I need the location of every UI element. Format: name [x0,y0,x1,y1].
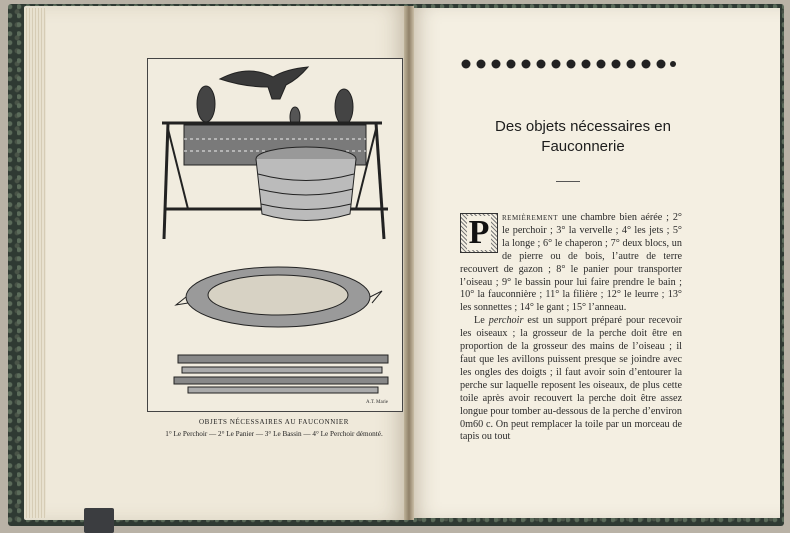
falconry-equipment-illustration [148,59,402,411]
chapter-title-line2: Fauconnerie [541,138,625,155]
paragraph-1-text: une chambre bien aérée ; 2° le perchoir ; 3° la vervelle ; 4° les jets ; 5° la longe ; 6° le chaperon ; 7° deux blocs, un de pierre ou de bois, l’autre de terre recouvert de gazon ; 8° le panier pour transporter l’oiseau ; 9° le bassin pour lui faire prendre le bain ; 10° la fauconnière ; 11° la filière ; 12° le leurre ; 13° les sonnettes ; 14° le gant ; 15° l’anneau. [460,212,682,314]
chapter-title-line1: Des objets nécessaires en [495,118,671,135]
flying-falcon [220,67,308,99]
engraver-signature: A.T. Marie [366,400,388,405]
paragraph-2-lead: Le [474,315,489,327]
paragraph-1 [460,212,682,315]
drop-cap: P [460,213,498,253]
paragraph-2 [460,315,682,444]
illustration-plate [147,58,403,412]
chapter-title [428,117,738,157]
book-clip [84,508,114,533]
plate-caption-items: 1° Le Perchoir — 2° Le Panier — 3° Le Bassin — 4° Le Perchoir démonté. [165,430,383,438]
ornamental-band [458,57,678,71]
paragraph-2-term: perchoir [488,315,524,327]
plate-caption-title: OBJETS NÉCESSAIRES AU FAUCONNIER [199,418,349,426]
perched-falcon-right [335,89,353,125]
book-gutter [404,6,414,520]
perched-falcon-left [197,86,215,122]
body-text [460,212,682,444]
paragraph-1-lead: remièrement [502,212,559,223]
dismantled-perch [178,355,388,363]
paragraph-2-text: est un support préparé pour recevoir les oiseaux ; la grosseur de la perche doit être en proportion de la grosseur des mains de l’oiseau ; il faut que les avillons puissent presque se joindre avec les ongles des doigts ; il faut avoir soin d’entourer la perche sur laquelle reposent les oiseaux, de plus cette toile après avoir recouvert la perche doit être assez longue pour tomber au-dessous de la perche d’environ 0m60 c. On peut remplacer la toile par un morceau de tapis ou tout [460,315,682,443]
page-edges [24,8,46,518]
title-rule [556,181,580,182]
